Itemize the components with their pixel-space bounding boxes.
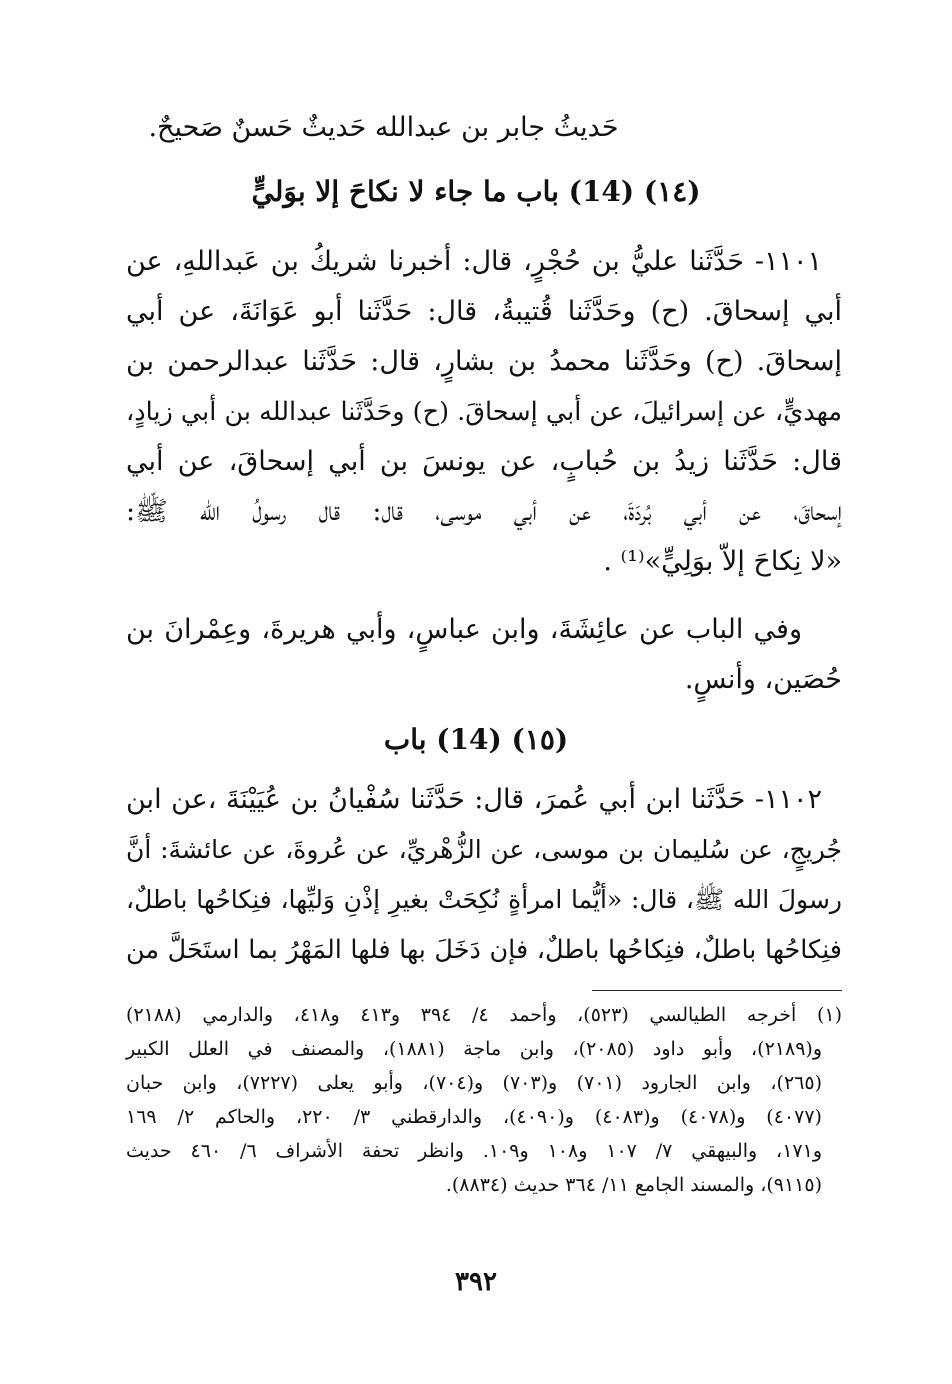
closing-line: حَديثُ جابر بن عبدالله حَديثٌ حَسنٌ صَحيحٌ.: [148, 112, 619, 143]
chapter-heading-15: (١٥) (14) باب: [383, 723, 569, 756]
hadith-line: إسحاقَ. (ح) وحَدَّثَنا محمدُ بن بشارٍ، قال: حَدَّثَنا عبدالرحمن بن: [126, 346, 842, 377]
note-line: حُصَين، وأنسٍ.: [684, 664, 842, 695]
hadith-line: ١١٠٢- حَدَّثَنا ابن أبي عُمرَ، قال: حَدَّثَنا سُفْيانُ بن عُيَيْنَةَ ،عن ابن: [126, 784, 822, 815]
footnote-line: (٤٠٧٧) و(٤٠٧٨) و(٤٠٨٣) و(٤٠٩٠)، والدارقطني ٣/ ٢٢٠، والحاكم ٢/ ١٦٩: [126, 1106, 822, 1128]
hadith-line: جُريجٍ، عن سُليمان بن موسى، عن الزُّهْريِّ، عن عُروةَ، عن عائشةَ: أنَّ: [126, 835, 842, 864]
footnote-line: (١) أخرجه الطيالسي (٥٢٣)، وأحمد ٤/ ٣٩٤ و٤١٣ و٤١٨، والدارمي (٢١٨٨): [126, 1004, 842, 1026]
hadith-line: أبي إسحاقَ. (ح) وحَدَّثَنا قُتيبةُ، قال: حَدَّثَنا أبو عَوَانَةَ، عن أبي: [126, 296, 842, 327]
chapter-heading-14: (١٤) (14) باب ما جاء لا نكاحَ إلا بوَليٍّ: [251, 175, 701, 208]
hadith-line: إسحاقَ، عن أبي بُردَةَ، عن أبي موسى، قال: قال رسولُ الله ﷺ:: [126, 496, 842, 527]
hadith-line: مهديٍّ، عن إسرائيلَ، عن أبي إسحاقَ. (ح) وحَدَّثَنا عبدالله بن أبي زيادٍ،: [126, 397, 842, 427]
footnote-separator: [592, 990, 842, 991]
hadith-line: ١١٠١- حَدَّثَنا عليُّ بن حُجْرٍ، قال: أخبرنا شريكُ بن عَبداللهِ، عن: [126, 246, 822, 277]
footnote-line: (٩١١٥)، والمسند الجامع ١١/ ٣٦٤ حديث (٨٨٣٤).: [445, 1174, 822, 1196]
footnote-line: و١٧١، والبيهقي ٧/ ١٠٧ و١٠٨ و١٠٩. وانظر تحفة الأشراف ٦/ ٤٦٠ حديث: [126, 1140, 822, 1162]
footnote-line: (٢٦٥)، وابن الجارود (٧٠١) و(٧٠٣) و(٧٠٤)، وأبو يعلى (٧٢٢٧)، وابن حبان: [126, 1072, 822, 1094]
hadith-line: رسولَ الله ﷺ، قال: «أيُّما امرأةٍ نُكِحَتْ بغيرِ إذْنِ وَليِّها، فنِكاحُها باطلٌ،: [126, 885, 842, 914]
footnote-line: و(٢١٨٩)، وأبو داود (٢٠٨٥)، وابن ماجة (١٨٨١)، والمصنف في العلل الكبير: [126, 1038, 823, 1060]
hadith-line: «لا نِكاحَ إلاّ بوَلِيٍّ»⁽¹⁾ .: [603, 546, 842, 577]
page-number: ٣٩٢: [455, 1267, 497, 1297]
hadith-line: فنِكاحُها باطلٌ، فنِكاحُها باطلٌ، فإن دَخَلَ بها فلها المَهْرُ بما استَحَلَّ من: [126, 935, 842, 965]
hadith-line: قال: حَدَّثَنا زيدُ بن حُبابٍ، عن يونسَ بن أبي إسحاقَ، عن أبي: [126, 446, 842, 477]
note-line: وفي الباب عن عائِشَةَ، وابن عباسٍ، وأبي هريرةَ، وعِمْرانَ بن: [126, 614, 802, 645]
